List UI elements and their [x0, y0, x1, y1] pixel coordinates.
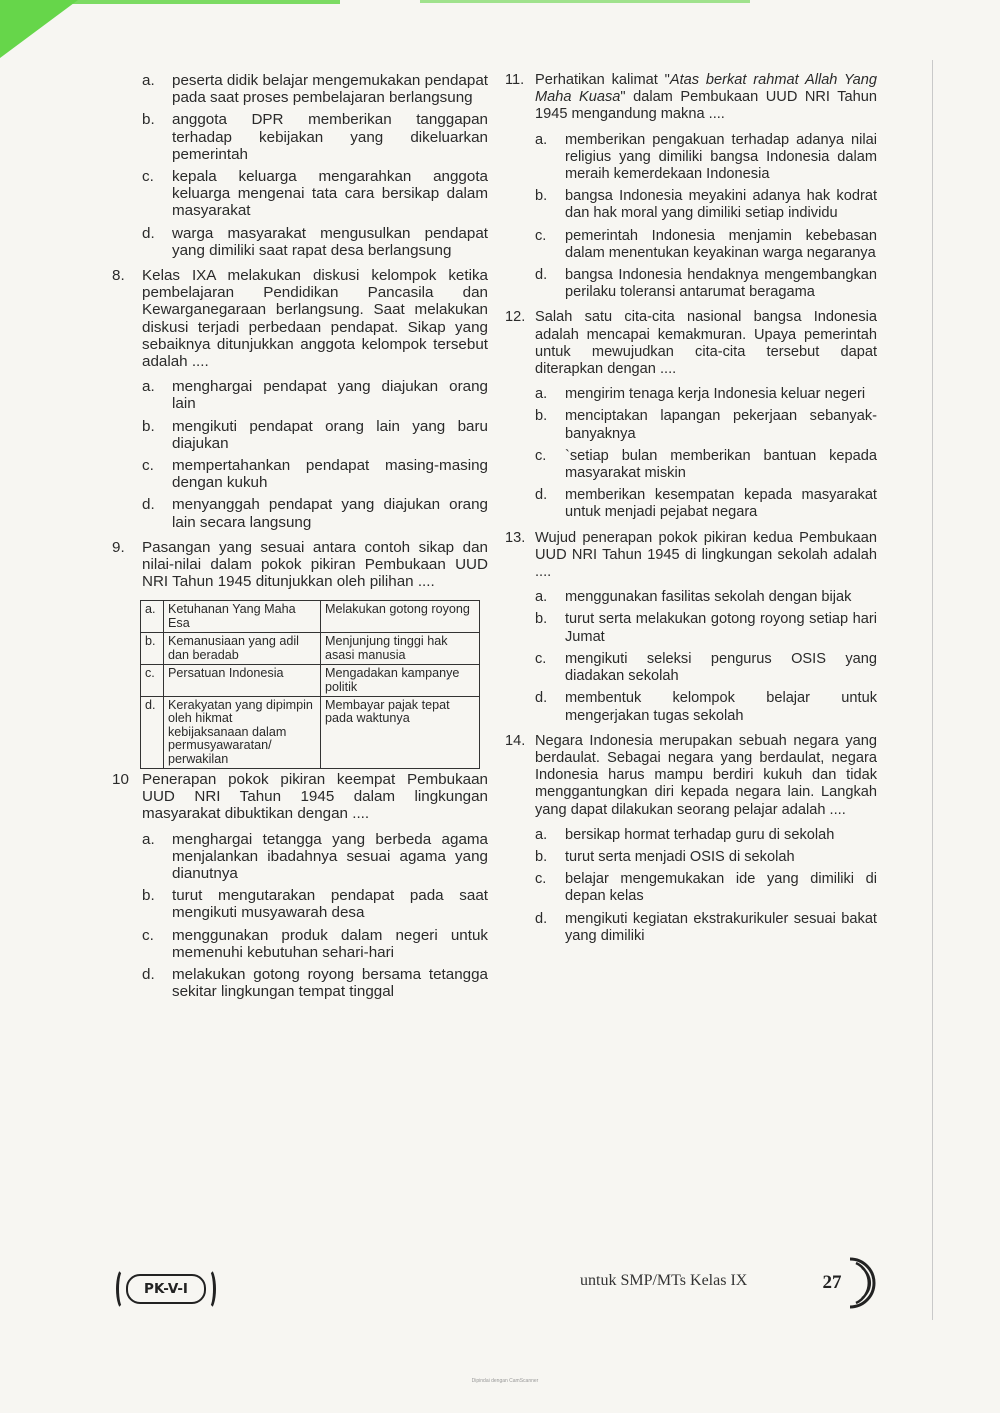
- q13-options: [535, 589, 877, 724]
- option: a. peserta didik belajar mengemukakan pendapat pada saat proses pembelajaran berlangsung: [142, 72, 488, 107]
- question-14: 14. Negara Indonesia merupakan sebuah negara yang berdaulat. Sebagai negara yang berdaulat, negara Indonesia harus mampu berdiri kukuh dan tidak menggantungkan diri kepada negara lain. Langkah yang dapat dilakukan seorang pelajar adalah ....: [505, 732, 877, 818]
- scan-green-edge: [420, 0, 750, 3]
- page-edge-line: [932, 60, 933, 1320]
- option: a. memberikan pengakuan terhadap adanya nilai religius yang dimiliki bangsa Indonesia dalam meraih kemerdekaan Indonesia: [535, 131, 877, 183]
- left-column: [112, 72, 488, 1005]
- question-13: 13. Wujud penerapan pokok pikiran kedua Pembukaan UUD NRI Tahun 1945 di lingkungan sekolah adalah ....: [505, 529, 877, 581]
- option: b. turut serta melakukan gotong royong setiap hari Jumat: [535, 611, 877, 645]
- book-title: untuk SMP/MTs Kelas IX: [580, 1272, 748, 1289]
- option: b. menciptakan lapangan pekerjaan sebanyak-banyaknya: [535, 408, 877, 442]
- option: a. menggunakan fasilitas sekolah dengan bijak: [535, 589, 852, 606]
- option: b. turut mengutarakan pendapat pada saat mengikuti musyawarah desa: [142, 887, 488, 922]
- option: d. memberikan kesempatan kepada masyarakat untuk menjadi pejabat negara: [535, 487, 877, 521]
- option: a. bersikap hormat terhadap guru di sekolah: [535, 826, 835, 843]
- q11-options: [535, 132, 877, 302]
- q9-answer-table: [140, 600, 480, 768]
- table-row: d. Kerakyatan yang dipimpin oleh hikmat kebijaksanaan dalam permusyawaratan/ perwakilan Membayar pajak tepat pada waktunya: [141, 696, 480, 768]
- question-8: 8. Kelas IXA melakukan diskusi kelompok ketika pembelajaran Pendidikan Pancasila dan Kewarganegaraan berlangsung. Saat melakukan diskusi terjadi perbedaan pendapat. Sikap yang sebaiknya ditunjukkan anggota kelompok tersebut adalah ....: [112, 267, 488, 371]
- question-12: 12. Salah satu cita-cita nasional bangsa Indonesia adalah mencapai kemakmuran. Upaya pemerintah untuk mewujudkan cita-cita tersebut dapat diterapkan dengan ....: [505, 309, 877, 378]
- table-row: a. Ketuhanan Yang Maha Esa Melakukan gotong royong: [141, 601, 480, 633]
- q14-options: [535, 827, 877, 945]
- option: c. mempertahankan pendapat masing-masing dengan kukuh: [142, 457, 488, 492]
- option: d. melakukan gotong royong bersama tetangga sekitar lingkungan tempat tinggal: [142, 965, 488, 1001]
- question-9: 9. Pasangan yang sesuai antara contoh sikap dan nilai-nilai dalam pokok pikiran Pembukaan UUD NRI Tahun 1945 ditunjukkan oleh pilihan ....: [112, 538, 488, 591]
- question-10: 10 Penerapan pokok pikiran keempat Pembukaan UUD NRI Tahun 1945 dalam lingkungan masyarakat dibuktikan dengan ....: [112, 770, 488, 823]
- option: c. menggunakan produk dalam negeri untuk memenuhi kebutuhan sehari-hari: [142, 926, 488, 961]
- scanner-note: Dipindai dengan CamScanner: [471, 1378, 539, 1384]
- option: d. bangsa Indonesia hendaknya mengembangkan perilaku toleransi antarumat beragama: [535, 267, 877, 301]
- q10-options: [142, 831, 488, 1001]
- q7-options: [142, 72, 488, 259]
- table-row: b. Kemanusiaan yang adil dan beradab Menjunjung tinggi hak asasi manusia: [141, 633, 480, 665]
- option: d. mengikuti kegiatan ekstrakurikuler sesuai bakat yang dimiliki: [535, 910, 877, 944]
- scan-green-corner: [0, 0, 78, 58]
- option: b. bangsa Indonesia meyakini adanya hak kodrat dan hak moral yang dimiliki setiap individu: [535, 188, 877, 222]
- option: c. `setiap bulan memberikan bantuan kepada masyarakat miskin: [535, 447, 877, 482]
- option: b. anggota DPR memberikan tanggapan terhadap kebijakan yang dikeluarkan pemerintah: [142, 111, 488, 163]
- option: a. mengirim tenaga kerja Indonesia keluar negeri: [535, 386, 866, 403]
- table-row: c. Persatuan Indonesia Mengadakan kampanye politik: [141, 665, 480, 697]
- option: a. menghargai tetangga yang berbeda agama menjalankan ibadahnya sesuai agama yang dianutnya: [142, 830, 488, 882]
- option: c. pemerintah Indonesia menjamin kebebasan dalam menentukan keyakinan warga negaranya: [535, 227, 877, 261]
- series-badge: PK-V-I: [126, 1274, 206, 1304]
- option: c. kepala keluarga mengarahkan anggota keluarga mengenai tata cara bersikap dalam masyarakat: [142, 168, 488, 220]
- right-column: [505, 72, 877, 950]
- option: d. menyanggah pendapat yang diajukan orang lain secara langsung: [142, 496, 488, 531]
- option: d. warga masyarakat mengusulkan pendapat yang dimiliki saat rapat desa berlangsung: [142, 224, 488, 259]
- option: b. mengikuti pendapat orang lain yang baru diajukan: [142, 417, 488, 452]
- option: c. belajar mengemukakan ide yang dimiliki di depan kelas: [535, 871, 877, 905]
- arc-decoration: [202, 1268, 216, 1310]
- option: d. membentuk kelompok belajar untuk mengerjakan tugas sekolah: [535, 690, 877, 724]
- page-number: 27: [822, 1272, 842, 1293]
- scan-green-edge: [70, 0, 340, 4]
- q8-options: [142, 378, 488, 531]
- q12-options: [535, 386, 877, 521]
- footer-badge-group: [116, 1268, 212, 1308]
- question-11: 11. Perhatikan kalimat "Atas berkat rahmat Allah Yang Maha Kuasa" dalam Pembukaan UUD NRI Tahun 1945 mengandung makna ....: [505, 72, 877, 123]
- option: a. menghargai pendapat yang diajukan orang lain: [142, 378, 488, 413]
- option: c. mengikuti seleksi pengurus OSIS yang diadakan sekolah: [535, 650, 877, 685]
- option: b. turut serta menjadi OSIS di sekolah: [535, 848, 795, 865]
